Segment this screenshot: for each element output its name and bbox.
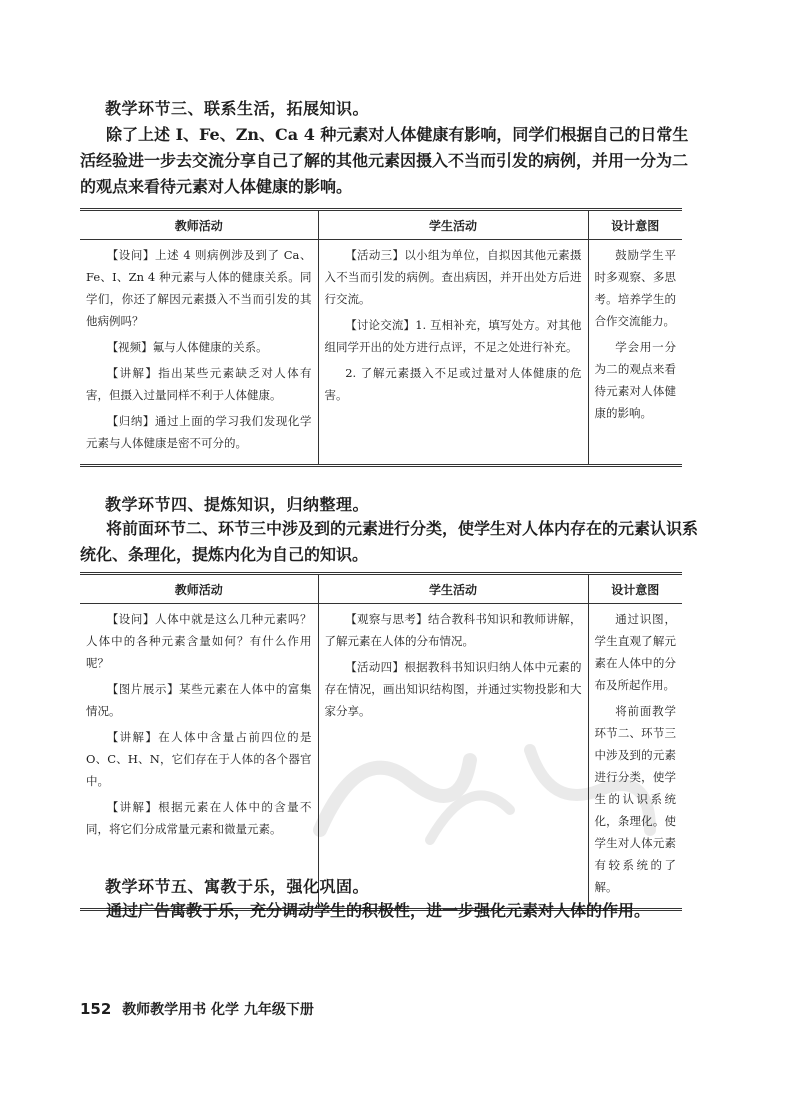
student-item: 【观察与思考】结合教科书知识和教师讲解，了解元素在人体的分布情况。 [324, 612, 582, 648]
teacher-activity-cell [80, 604, 318, 910]
intent-item: 将前面教学环节二、环节三中涉及到的元素进行分类，使学生的认识系统化，条理化。使学生对人体元素有较系统的了解。 [594, 704, 676, 894]
teacher-item: 【设问】人体中就是这么几种元素吗？人体中的各种元素含量如何？有什么作用呢？ [86, 612, 312, 670]
teacher-item: 【视频】氟与人体健康的关系。 [106, 340, 268, 354]
teacher-item: 【讲解】根据元素在人体中的含量不同，将它们分成常量元素和微量元素。 [86, 800, 312, 836]
teacher-item: 【讲解】指出某些元素缺乏对人体有害，但摄入过量同样不利于人体健康。 [86, 366, 312, 402]
student-activity-cell [318, 604, 588, 910]
intent-item: 鼓励学生平时多观察、多思考。培养学生的合作交流能力。 [594, 248, 676, 328]
student-item: 【讨论交流】1. 互相补充，填写处方。对其他组同学开出的处方进行点评，不足之处进行补充。 [324, 318, 582, 354]
student-item: 2. 了解元素摄入不足或过量对人体健康的危害。 [324, 366, 582, 402]
table-row [80, 240, 682, 466]
table-row [80, 604, 682, 910]
book-title: 教师教学用书 化学 九年级下册 [122, 1002, 314, 1018]
section-heading-3: 教学环节三、联系生活，拓展知识。 [105, 99, 370, 118]
student-item: 【活动三】以小组为单位，自拟因其他元素摄入不当而引发的病例。查出病因，并开出处方后进行交流。 [324, 248, 582, 306]
header-teacher: 教师活动 [80, 574, 318, 604]
intent-item: 学会用一分为二的观点来看待元素对人体健康的影响。 [594, 340, 676, 420]
student-item: 【活动四】根据教科书知识归纳人体中元素的存在情况，画出知识结构图，并通过实物投影和大家分享。 [324, 660, 582, 718]
section-paragraph-4: 将前面环节二、环节三中涉及到的元素进行分类，使学生对人体内存在的元素认识系统化、条理化，提炼内化为自己的知识。 [80, 519, 699, 564]
header-teacher: 教师活动 [80, 210, 318, 240]
section-paragraph-5: 通过广告寓教于乐，充分调动学生的积极性，进一步强化元素对人体的作用。 [106, 901, 651, 920]
teacher-item: 【讲解】在人体中含量占前四位的是 O、C、H、N，它们存在于人体的各个器官中。 [86, 730, 312, 788]
page-footer [80, 999, 314, 1019]
section-paragraph-3: 除了上述 I、Fe、Zn、Ca 4 种元素对人体健康有影响，同学们根据自己的日常生活经验进一步去交流分享自己了解的其他元素因摄入不当而引发的病例，并用一分为二的观点来看待元素对人体健康的影响。 [80, 125, 689, 196]
table-header-row [80, 574, 682, 604]
teacher-item: 【图片展示】某些元素在人体中的富集情况。 [86, 682, 312, 718]
intent-item: 通过识图，学生直观了解元素在人体中的分布及所起作用。 [594, 612, 676, 692]
header-student: 学生活动 [318, 210, 588, 240]
teacher-item: 【归纳】通过上面的学习我们发现化学元素与人体健康是密不可分的。 [86, 414, 312, 450]
header-intent: 设计意图 [588, 210, 682, 240]
header-intent: 设计意图 [588, 574, 682, 604]
table-header-row [80, 210, 682, 240]
teacher-activity-cell [80, 240, 318, 466]
design-intent-cell [588, 604, 682, 910]
activity-table-3 [80, 208, 682, 467]
header-student: 学生活动 [318, 574, 588, 604]
student-activity-cell [318, 240, 588, 466]
design-intent-cell [588, 240, 682, 466]
section-heading-4: 教学环节四、提炼知识，归纳整理。 [105, 495, 370, 514]
section-heading-5: 教学环节五、寓教于乐，强化巩固。 [105, 877, 370, 896]
page-number: 152 [80, 1000, 112, 1018]
teacher-item: 【设问】上述 4 则病例涉及到了 Ca、Fe、I、Zn 4 种元素与人体的健康关系。同学们，你还了解因元素摄入不当而引发的其他病例吗？ [86, 248, 312, 328]
activity-table-4 [80, 572, 682, 911]
